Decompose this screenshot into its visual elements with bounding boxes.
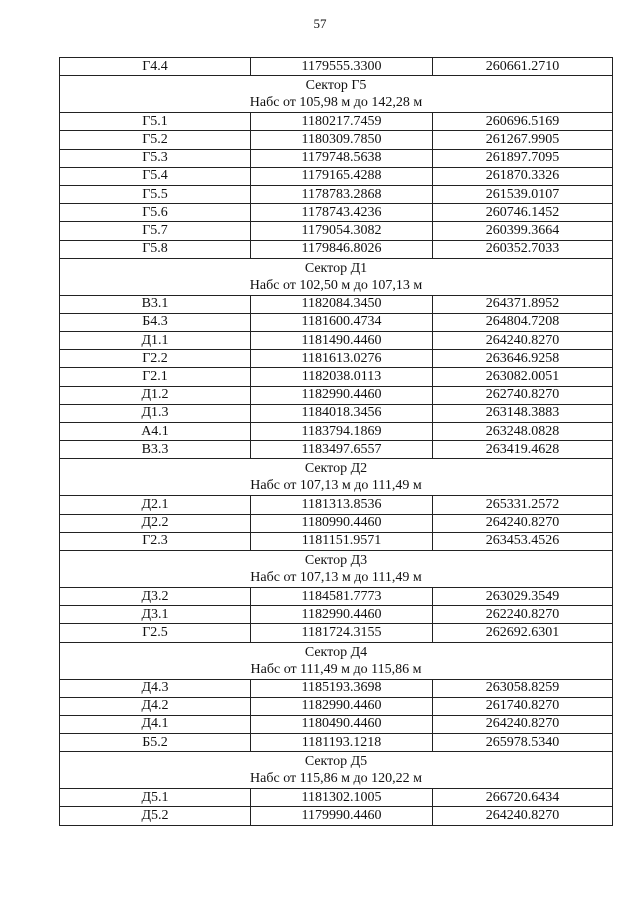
point-id-cell: Д4.3 [60,679,251,697]
sector-header [60,642,613,679]
y-coordinate-cell: 261539.0107 [433,185,613,203]
y-coordinate-cell: 261267.9905 [433,131,613,149]
y-coordinate-cell: 263248.0828 [433,423,613,441]
y-coordinate-cell: 260661.2710 [433,58,613,76]
x-coordinate-cell: 1179555.3300 [251,58,433,76]
x-coordinate-cell: 1180990.4460 [251,514,433,532]
sector-header-row [60,752,613,789]
table-row [60,679,613,697]
point-id-cell: Г2.2 [60,350,251,368]
sector-header [60,459,613,496]
sector-header-row [60,258,613,295]
sector-header [60,752,613,789]
table-row [60,185,613,203]
table-row [60,807,613,825]
point-id-cell: Д1.1 [60,332,251,350]
x-coordinate-cell: 1178783.2868 [251,185,433,203]
table-row [60,496,613,514]
y-coordinate-cell: 263148.3883 [433,404,613,422]
x-coordinate-cell: 1185193.3698 [251,679,433,697]
point-id-cell: Г5.2 [60,131,251,149]
point-id-cell: Г5.6 [60,204,251,222]
table-row [60,113,613,131]
table-row [60,423,613,441]
x-coordinate-cell: 1179846.8026 [251,240,433,258]
sector-height-range: Набс от 107,13 м до 111,49 м [250,569,422,585]
point-id-cell: Г5.4 [60,167,251,185]
x-coordinate-cell: 1179748.5638 [251,149,433,167]
y-coordinate-cell: 263419.4628 [433,441,613,459]
y-coordinate-cell: 261870.3326 [433,167,613,185]
table-row [60,350,613,368]
y-coordinate-cell: 266720.6434 [433,789,613,807]
x-coordinate-cell: 1184581.7773 [251,587,433,605]
sector-name: Сектор Д2 [304,461,368,477]
table-row [60,204,613,222]
y-coordinate-cell: 265978.5340 [433,734,613,752]
x-coordinate-cell: 1179990.4460 [251,807,433,825]
point-id-cell: Д2.1 [60,496,251,514]
sector-height-range: Набс от 111,49 м до 115,86 м [250,661,422,677]
table-row [60,441,613,459]
table-row [60,734,613,752]
y-coordinate-cell: 262240.8270 [433,606,613,624]
y-coordinate-cell: 265331.2572 [433,496,613,514]
x-coordinate-cell: 1179165.4288 [251,167,433,185]
coordinates-table-body [60,58,613,826]
table-row [60,404,613,422]
y-coordinate-cell: 262692.6301 [433,624,613,642]
point-id-cell: В3.3 [60,441,251,459]
x-coordinate-cell: 1184018.3456 [251,404,433,422]
y-coordinate-cell: 264371.8952 [433,295,613,313]
sector-height-range: Набс от 105,98 м до 142,28 м [249,95,423,111]
x-coordinate-cell: 1182990.4460 [251,606,433,624]
point-id-cell: Д3.1 [60,606,251,624]
y-coordinate-cell: 263646.9258 [433,350,613,368]
x-coordinate-cell: 1181600.4734 [251,313,433,331]
point-id-cell: Д1.2 [60,386,251,404]
point-id-cell: Д2.2 [60,514,251,532]
table-row [60,332,613,350]
x-coordinate-cell: 1180490.4460 [251,715,433,733]
y-coordinate-cell: 263058.8259 [433,679,613,697]
x-coordinate-cell: 1181302.1005 [251,789,433,807]
x-coordinate-cell: 1181613.0276 [251,350,433,368]
point-id-cell: Д4.1 [60,715,251,733]
sector-name: Сектор Д3 [304,552,368,568]
sector-height-range: Набс от 102,50 м до 107,13 м [249,277,423,293]
point-id-cell: Г5.1 [60,113,251,131]
point-id-cell: Г2.1 [60,368,251,386]
point-id-cell: Б4.3 [60,313,251,331]
table-row [60,514,613,532]
sector-height-range: Набс от 115,86 м до 120,22 м [250,771,422,787]
y-coordinate-cell: 264240.8270 [433,332,613,350]
x-coordinate-cell: 1180309.7850 [251,131,433,149]
point-id-cell: В3.1 [60,295,251,313]
x-coordinate-cell: 1181151.9571 [251,532,433,550]
sector-header-row [60,642,613,679]
table-row [60,240,613,258]
point-id-cell: Г2.3 [60,532,251,550]
table-row [60,624,613,642]
table-row [60,222,613,240]
point-id-cell: Д5.2 [60,807,251,825]
x-coordinate-cell: 1180217.7459 [251,113,433,131]
y-coordinate-cell: 264240.8270 [433,514,613,532]
sector-header-row [60,459,613,496]
x-coordinate-cell: 1182038.0113 [251,368,433,386]
table-row [60,149,613,167]
point-id-cell: Д1.3 [60,404,251,422]
x-coordinate-cell: 1179054.3082 [251,222,433,240]
x-coordinate-cell: 1181490.4460 [251,332,433,350]
sector-header-row [60,550,613,587]
y-coordinate-cell: 260352.7033 [433,240,613,258]
y-coordinate-cell: 262740.8270 [433,386,613,404]
sector-height-range: Набс от 107,13 м до 111,49 м [250,478,422,494]
y-coordinate-cell: 260696.5169 [433,113,613,131]
x-coordinate-cell: 1183497.6557 [251,441,433,459]
y-coordinate-cell: 264240.8270 [433,807,613,825]
point-id-cell: Г2.5 [60,624,251,642]
y-coordinate-cell: 264240.8270 [433,715,613,733]
y-coordinate-cell: 263029.3549 [433,587,613,605]
point-id-cell: Б5.2 [60,734,251,752]
table-row [60,131,613,149]
sector-name: Сектор Д1 [304,260,368,276]
point-id-cell: Д4.2 [60,697,251,715]
table-row [60,167,613,185]
table-row [60,386,613,404]
sector-header [60,76,613,113]
point-id-cell: Д5.1 [60,789,251,807]
x-coordinate-cell: 1182990.4460 [251,386,433,404]
x-coordinate-cell: 1182990.4460 [251,697,433,715]
y-coordinate-cell: 263082.0051 [433,368,613,386]
point-id-cell: Г5.7 [60,222,251,240]
x-coordinate-cell: 1181313.8536 [251,496,433,514]
y-coordinate-cell: 260746.1452 [433,204,613,222]
table-row [60,606,613,624]
table-row [60,789,613,807]
page-number: 57 [313,16,327,31]
x-coordinate-cell: 1182084.3450 [251,295,433,313]
sector-name: Сектор Д4 [304,644,368,660]
table-row [60,313,613,331]
x-coordinate-cell: 1178743.4236 [251,204,433,222]
point-id-cell: Г5.8 [60,240,251,258]
x-coordinate-cell: 1183794.1869 [251,423,433,441]
sector-header-row [60,76,613,113]
point-id-cell: Г4.4 [60,58,251,76]
table-row [60,697,613,715]
table-row [60,587,613,605]
table-row [60,58,613,76]
sector-name: Сектор Г5 [305,78,367,94]
table-row [60,368,613,386]
point-id-cell: Г5.5 [60,185,251,203]
sector-header [60,550,613,587]
y-coordinate-cell: 261740.8270 [433,697,613,715]
y-coordinate-cell: 260399.3664 [433,222,613,240]
coordinates-table [59,57,613,826]
sector-name: Сектор Д5 [304,754,368,770]
x-coordinate-cell: 1181724.3155 [251,624,433,642]
sector-header [60,258,613,295]
y-coordinate-cell: 264804.7208 [433,313,613,331]
y-coordinate-cell: 261897.7095 [433,149,613,167]
y-coordinate-cell: 263453.4526 [433,532,613,550]
point-id-cell: Г5.3 [60,149,251,167]
table-row [60,532,613,550]
x-coordinate-cell: 1181193.1218 [251,734,433,752]
table-row [60,715,613,733]
point-id-cell: А4.1 [60,423,251,441]
table-row [60,295,613,313]
point-id-cell: Д3.2 [60,587,251,605]
